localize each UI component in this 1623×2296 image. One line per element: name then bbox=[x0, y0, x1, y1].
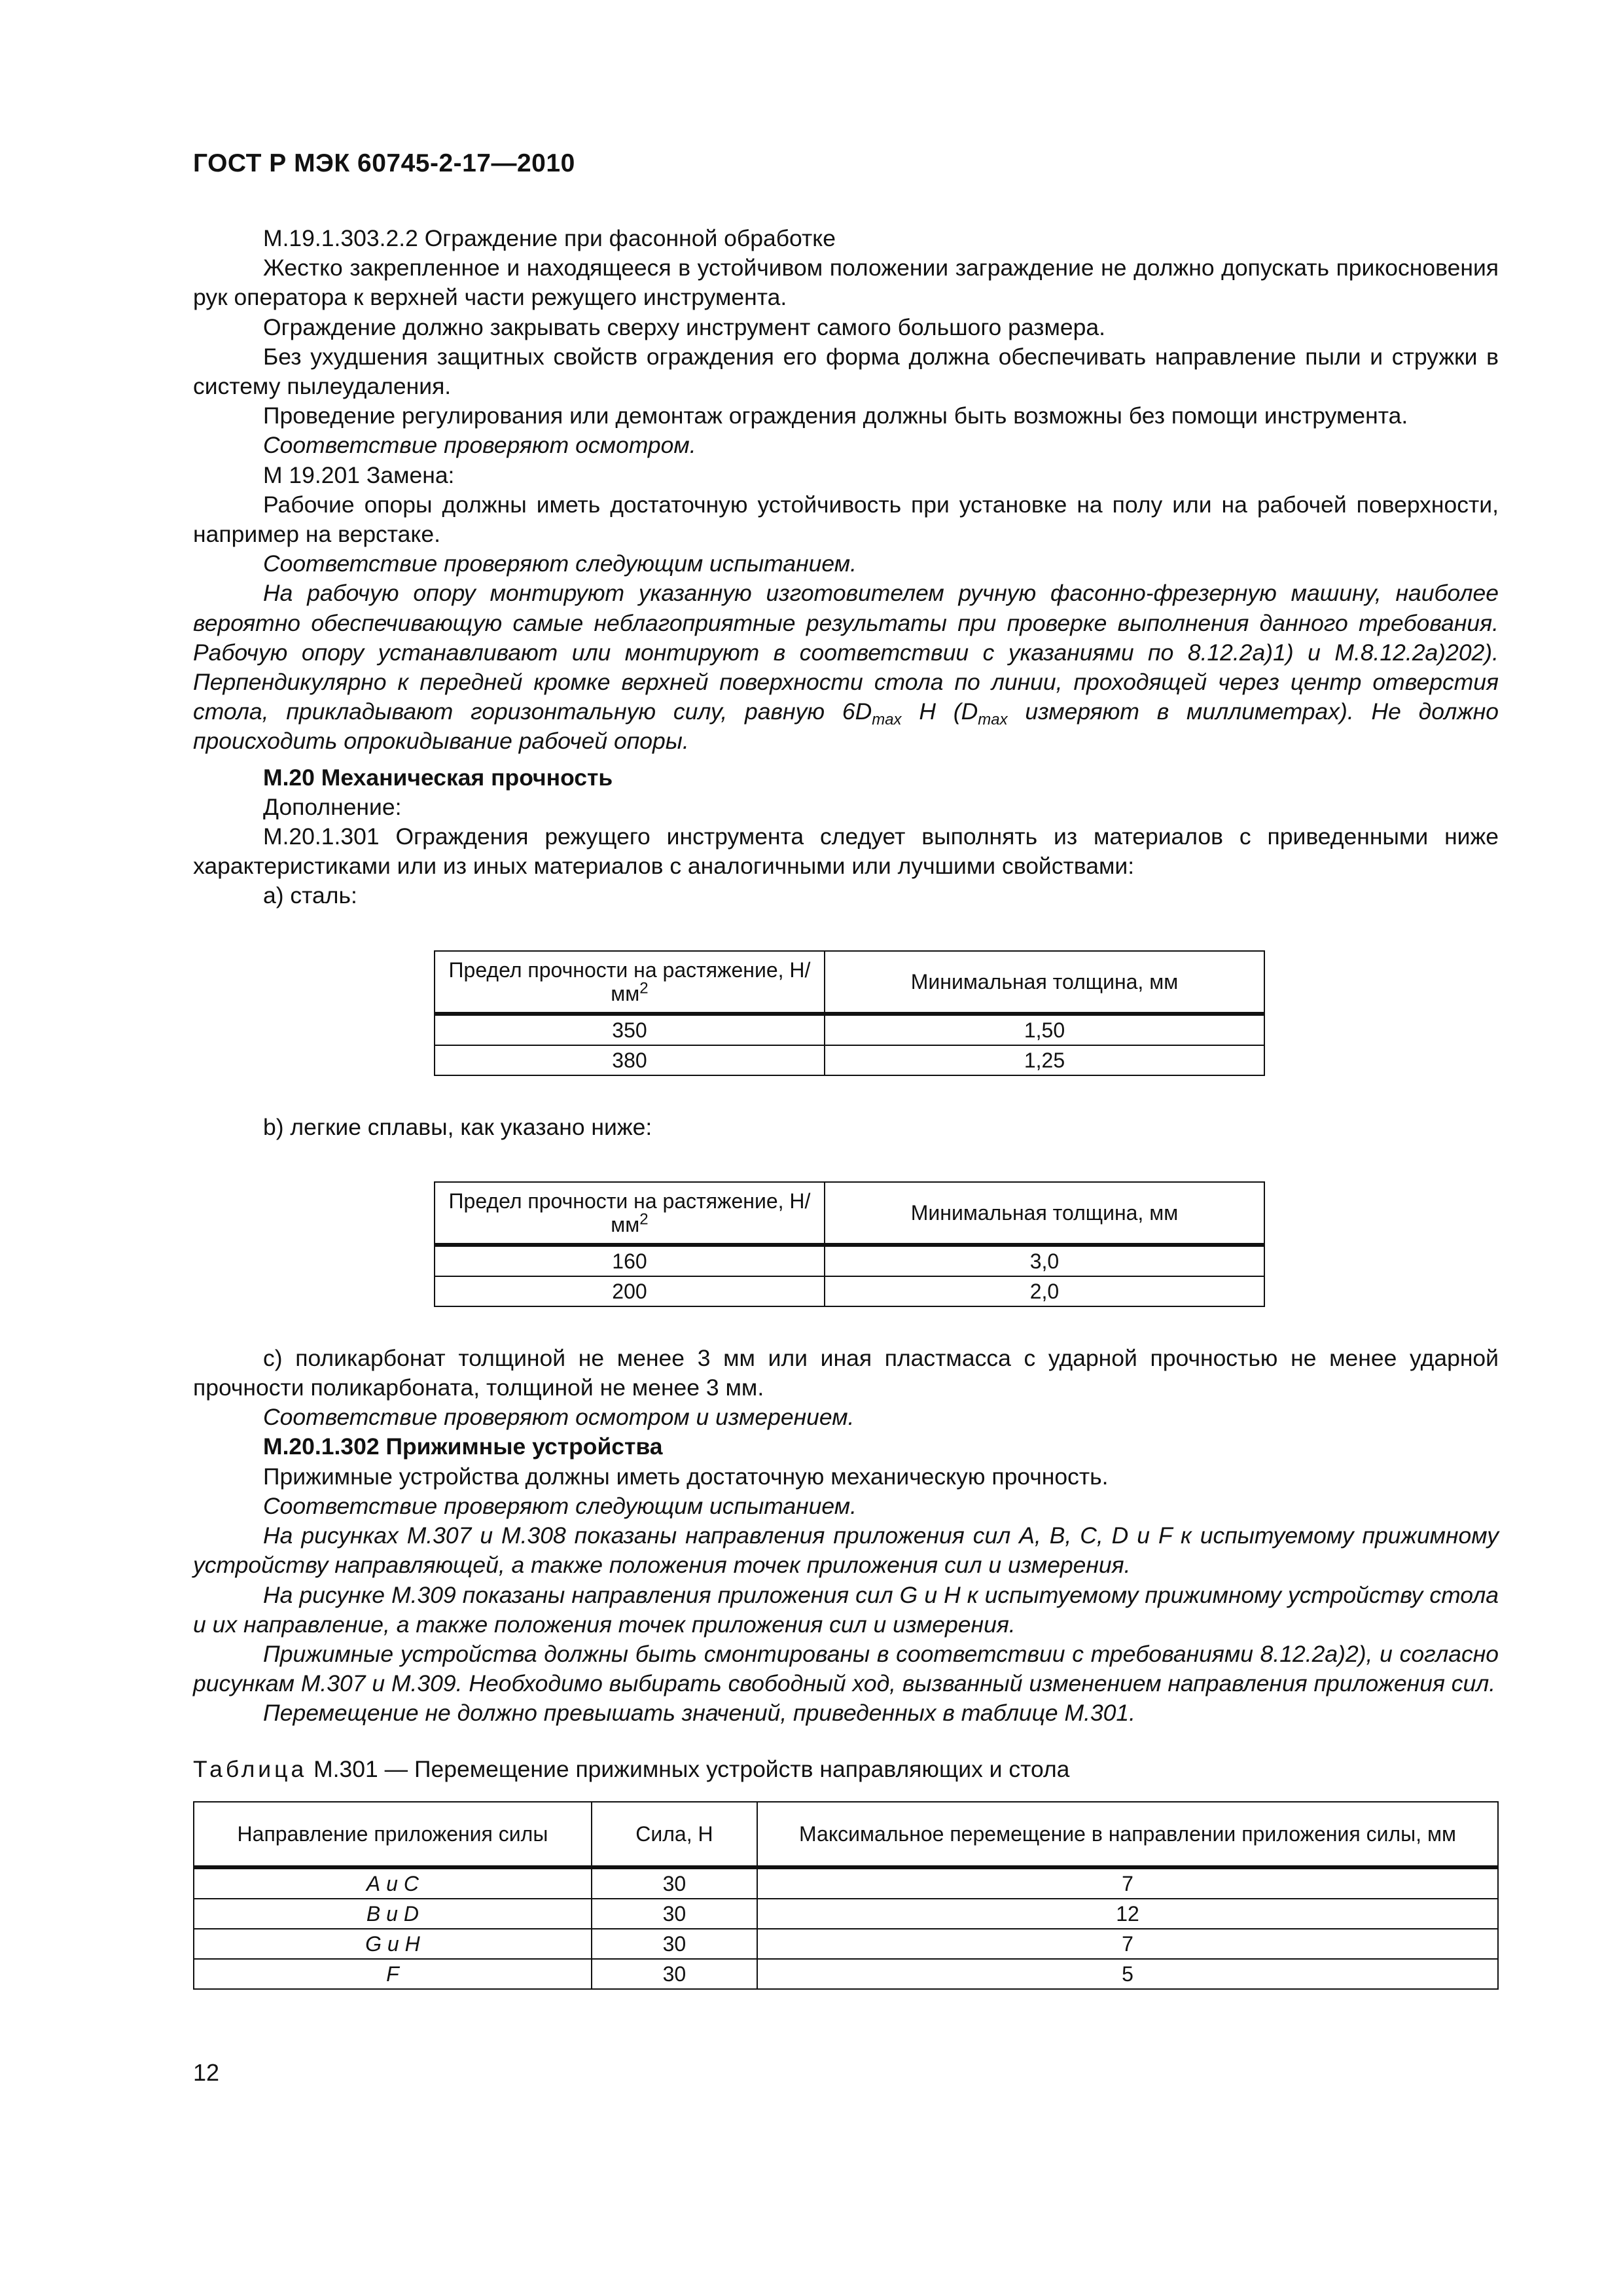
table-cell: А и С bbox=[194, 1867, 592, 1899]
steel-table bbox=[434, 950, 1265, 1076]
table-cell: 5 bbox=[757, 1959, 1498, 1989]
table-cell: 30 bbox=[592, 1959, 757, 1989]
paragraph: На рисунке М.309 показаны направления приложения сил G и Н к испытуемому прижимному устройству стола и их направление, а также положения точек приложения сил и измерения. bbox=[193, 1581, 1499, 1638]
table-row bbox=[194, 1929, 1498, 1959]
table-row bbox=[194, 1867, 1498, 1899]
paragraph: М.20.1.301 Ограждения режущего инструмента следует выполнять из материалов с приведенными ниже характеристиками или из иных материалов с аналогичными или лучшими свойствами: bbox=[193, 823, 1499, 880]
table-row bbox=[194, 1959, 1498, 1989]
list-item: c) поликарбонат толщиной не менее 3 мм или иная пластмасса с ударной прочностью не менее ударной прочности поликарбоната, толщиной не менее 3 мм. bbox=[193, 1344, 1499, 1401]
paragraph: Проведение регулирования или демонтаж ограждения должны быть возможны без помощи инструмента. bbox=[263, 403, 1408, 429]
document-header: ГОСТ Р МЭК 60745-2-17—2010 bbox=[193, 149, 575, 177]
table-row bbox=[435, 1245, 1264, 1276]
caption-label: Таблица bbox=[193, 1755, 308, 1782]
section-heading: М.20 Механическая прочность bbox=[263, 764, 613, 791]
table-cell: 350 bbox=[435, 1014, 825, 1045]
clause-heading: М 19.201 Замена: bbox=[263, 461, 455, 488]
list-item: a) сталь: bbox=[263, 882, 357, 909]
compliance-note: Соответствие проверяют осмотром и измерением. bbox=[263, 1404, 855, 1431]
table-cell: 380 bbox=[435, 1045, 825, 1075]
clause-heading: М.20.1.302 Прижимные устройства bbox=[263, 1433, 663, 1460]
table-row bbox=[435, 1014, 1264, 1045]
compliance-note: Соответствие проверяют следующим испытанием. bbox=[263, 550, 857, 577]
paragraph: На рисунках М.307 и М.308 показаны направления приложения сил А, В, С, D и F к испытуемому прижимному устройству направляющей, а также положения точек приложения сил и измерения. bbox=[193, 1522, 1499, 1579]
column-header: Максимальное перемещение в направлении приложения силы, мм bbox=[757, 1802, 1498, 1867]
table-cell: 12 bbox=[757, 1899, 1498, 1929]
page-number: 12 bbox=[193, 2059, 220, 2086]
table-cell: В и D bbox=[194, 1899, 592, 1929]
paragraph: Прижимные устройства должны иметь достаточную механическую прочность. bbox=[263, 1463, 1109, 1490]
column-header: Сила, Н bbox=[592, 1802, 757, 1867]
superscript: 2 bbox=[639, 1210, 649, 1229]
column-header bbox=[435, 951, 825, 1014]
test-text: Н (D bbox=[901, 698, 978, 725]
compliance-note: Соответствие проверяют осмотром. bbox=[263, 432, 696, 459]
paragraph: Рабочие опоры должны иметь достаточную устойчивость при установке на полу или на рабочей поверхности, например на верстаке. bbox=[193, 491, 1499, 548]
table-wrapper bbox=[193, 1181, 1499, 1307]
table-cell: 160 bbox=[435, 1245, 825, 1276]
alloy-table bbox=[434, 1181, 1265, 1307]
table-cell: 30 bbox=[592, 1929, 757, 1959]
table-wrapper bbox=[193, 950, 1499, 1076]
table-cell: 3,0 bbox=[825, 1245, 1264, 1276]
displacement-table bbox=[193, 1801, 1499, 1990]
table-cell: 30 bbox=[592, 1867, 757, 1899]
document-body bbox=[193, 224, 1499, 1990]
table-cell: 7 bbox=[757, 1929, 1498, 1959]
column-header: Минимальная толщина, мм bbox=[825, 951, 1264, 1014]
compliance-note: Соответствие проверяют следующим испытанием. bbox=[263, 1492, 857, 1519]
paragraph: Без ухудшения защитных свойств ограждения его форма должна обеспечивать направление пыли и стружки в систему пылеудаления. bbox=[193, 343, 1499, 400]
paragraph: Ограждение должно закрывать сверху инструмент самого большого размера. bbox=[263, 314, 1105, 340]
table-cell: 200 bbox=[435, 1276, 825, 1306]
test-text: измеряют в миллиметрах). Не должно происходить опрокидывание рабочей опоры. bbox=[193, 698, 1499, 755]
table-cell: 2,0 bbox=[825, 1276, 1264, 1306]
column-header-text: Предел прочности на растяжение, Н/мм bbox=[448, 1189, 811, 1236]
list-item: b) легкие сплавы, как указано ниже: bbox=[263, 1113, 652, 1140]
table-row bbox=[435, 1045, 1264, 1075]
test-procedure bbox=[193, 579, 1499, 756]
column-header bbox=[435, 1182, 825, 1245]
paragraph: Жестко закрепленное и находящееся в устойчивом положении заграждение не должно допускать прикосновения рук оператора к верхней части режущего инструмента. bbox=[193, 255, 1499, 311]
clause-heading: М.19.1.303.2.2 Ограждение при фасонной обработке bbox=[263, 225, 836, 251]
table-cell: 1,50 bbox=[825, 1014, 1264, 1045]
subscript: max bbox=[872, 711, 902, 729]
table-cell: 1,25 bbox=[825, 1045, 1264, 1075]
paragraph: Перемещение не должно превышать значений, приведенных в таблице М.301. bbox=[263, 1700, 1136, 1727]
table-cell: 7 bbox=[757, 1867, 1498, 1899]
table-row bbox=[435, 1276, 1264, 1306]
table-row bbox=[194, 1899, 1498, 1929]
column-header: Минимальная толщина, мм bbox=[825, 1182, 1264, 1245]
test-text: На рабочую опору монтируют указанную изготовителем ручную фасонно-фрезерную машину, наиболее вероятно обеспечивающую самые неблагоприятные результаты при проверке выполнения данного требования. Рабочую опору устанавливают или монтируют в соответствии с указаниями по 8.12.2а)1) и М.8.12.2а)202). Перпендикулярно к передней кромке верхней поверхности стола по линии, проходящей через центр отверстия стола, прикладывают горизонтальную силу, равную 6D bbox=[193, 580, 1499, 725]
table-cell: F bbox=[194, 1959, 592, 1989]
superscript: 2 bbox=[639, 979, 649, 997]
table-cell: 30 bbox=[592, 1899, 757, 1929]
subscript: max bbox=[978, 711, 1008, 729]
table-cell: G и Н bbox=[194, 1929, 592, 1959]
paragraph: Дополнение: bbox=[263, 793, 402, 820]
table-caption bbox=[193, 1755, 1499, 1784]
caption-text: М.301 — Перемещение прижимных устройств направляющих и стола bbox=[307, 1755, 1070, 1782]
column-header-text: Предел прочности на растяжение, Н/мм bbox=[448, 958, 811, 1005]
paragraph: Прижимные устройства должны быть смонтированы в соответствии с требованиями 8.12.2а)2), и согласно рисункам М.307 и М.309. Необходимо выбирать свободный ход, вызванный изменением направления приложения сил. bbox=[193, 1640, 1499, 1697]
column-header: Направление приложения силы bbox=[194, 1802, 592, 1867]
